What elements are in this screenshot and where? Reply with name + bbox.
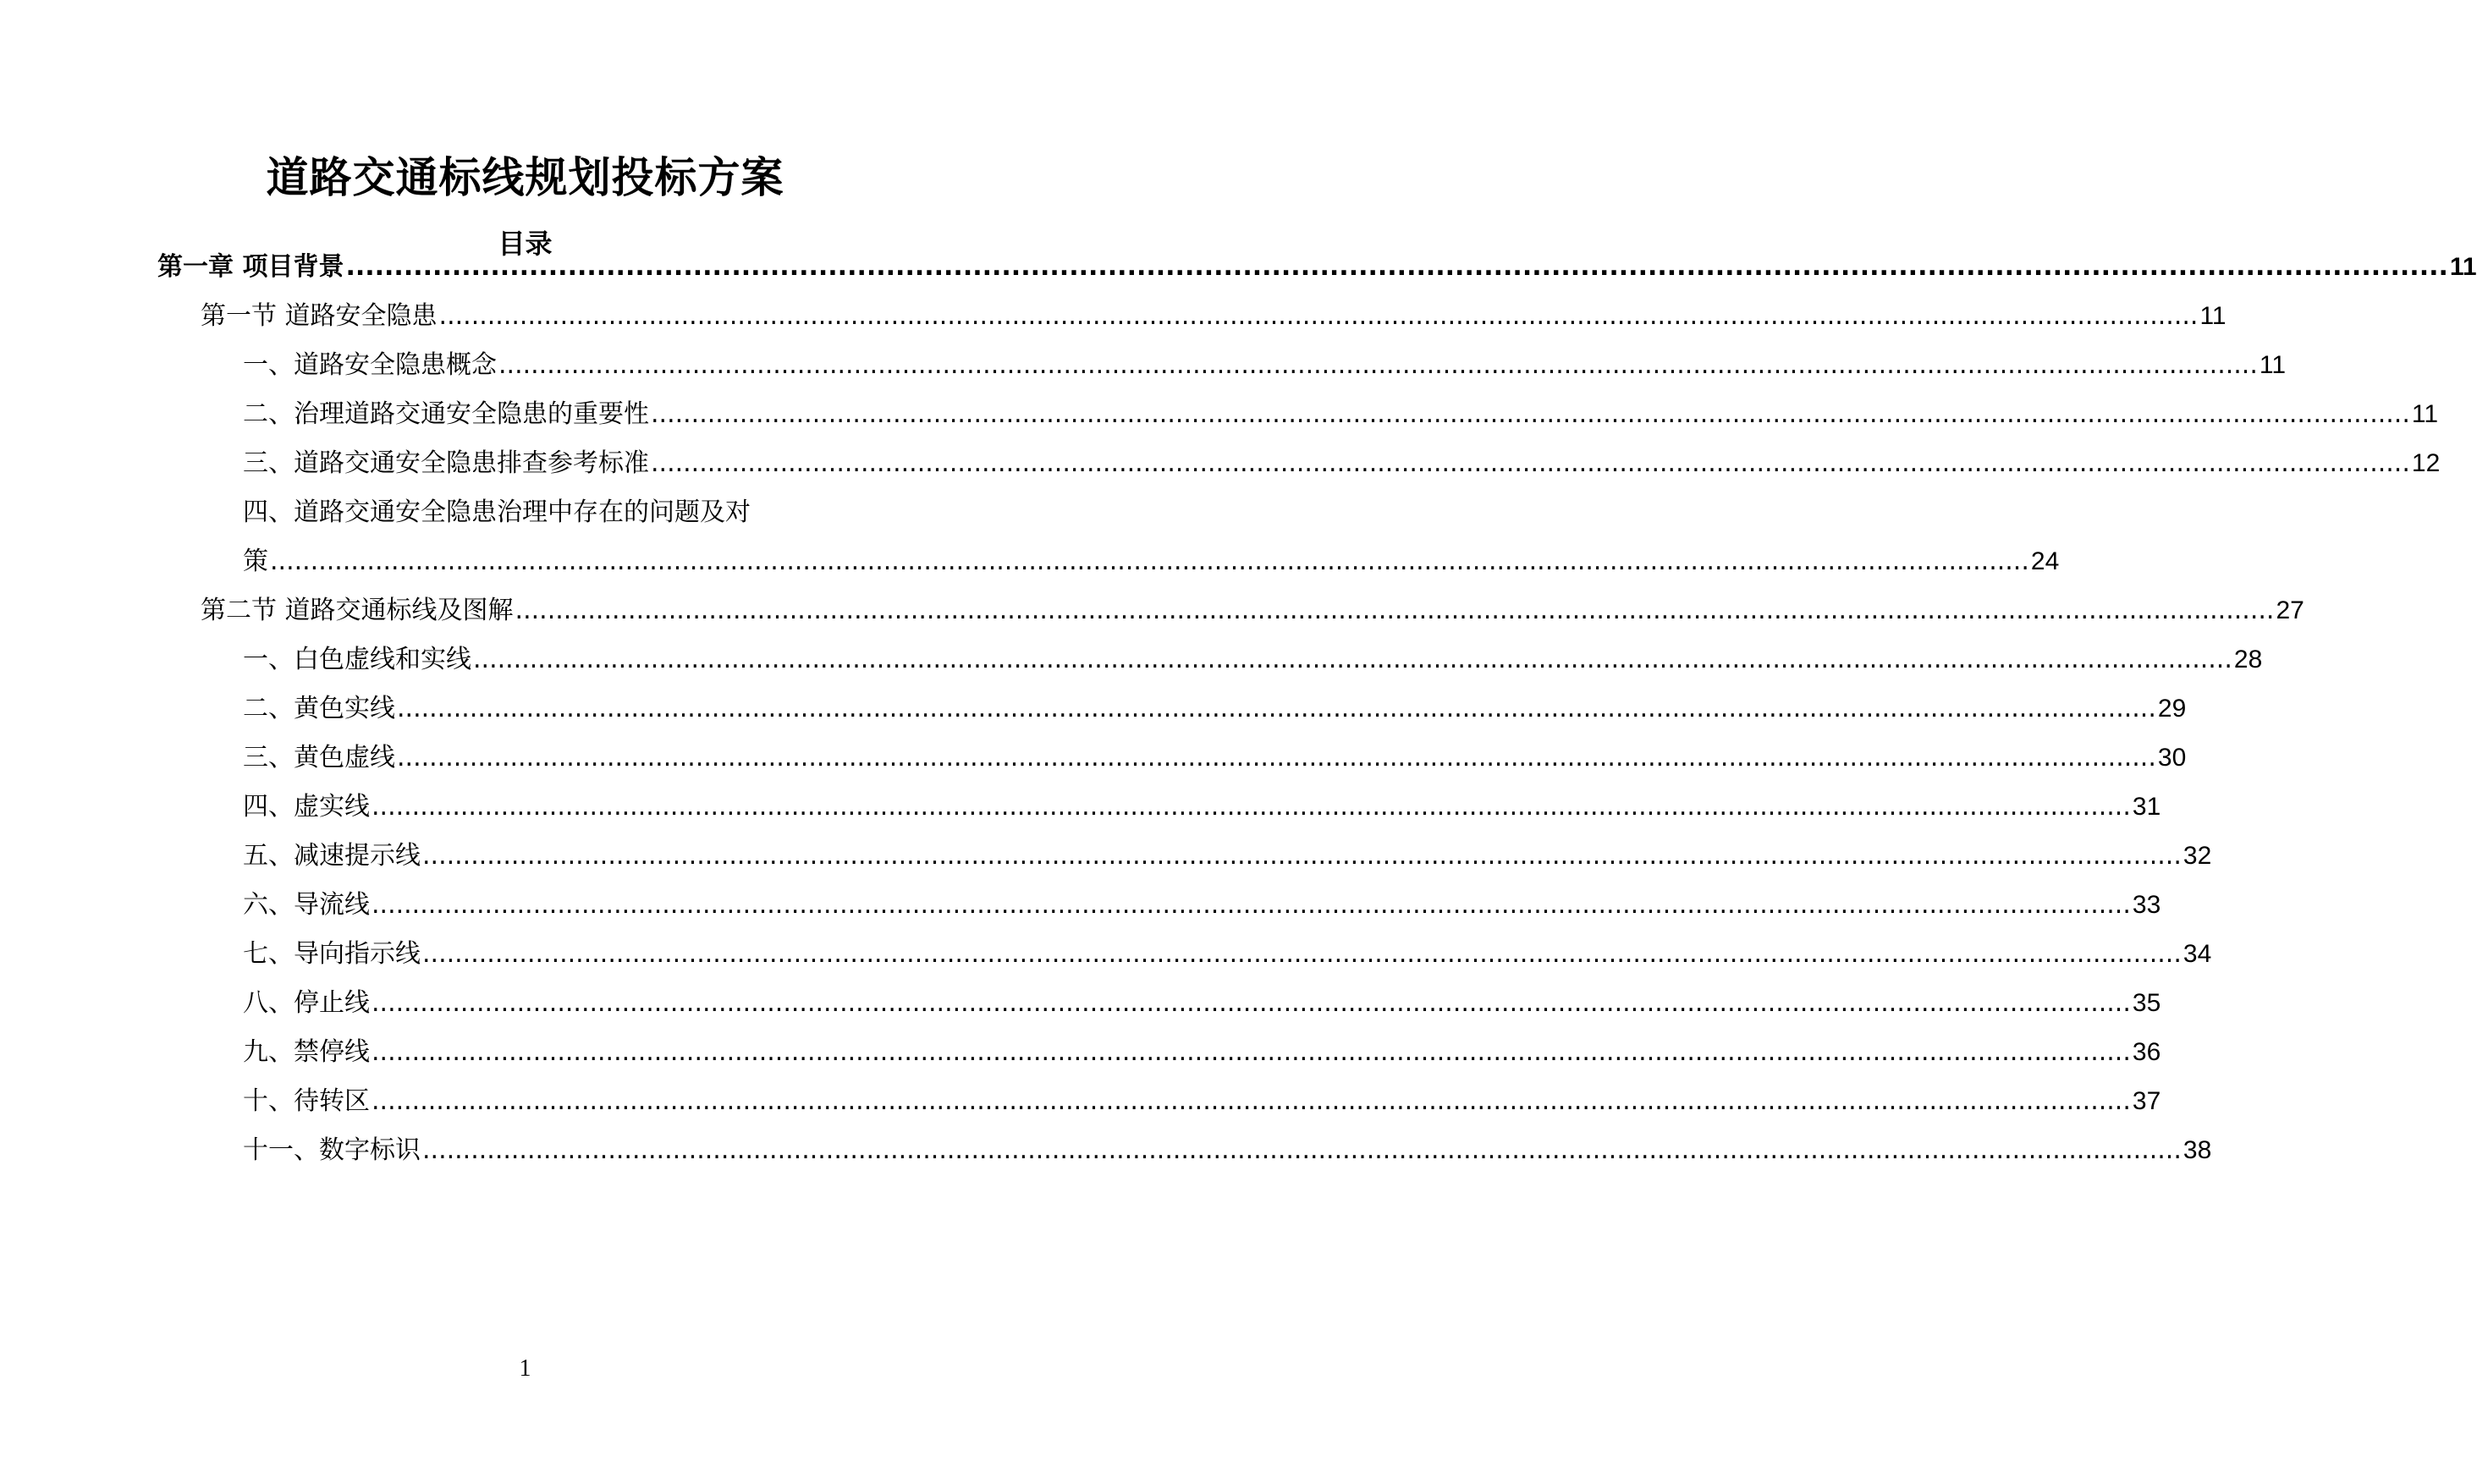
document-title: 道路交通标线规划投标方案	[266, 153, 784, 202]
toc-entry-label: 一、道路安全隐患概念	[243, 350, 497, 380]
toc-entry-item[interactable]	[243, 692, 2187, 726]
toc-entry-page: 28	[2233, 646, 2263, 673]
toc-entry-page: 33	[2132, 891, 2161, 919]
toc-leader-dots: ..........................................................................................................................................................................................................................	[372, 792, 2131, 822]
toc-entry-page: 11	[2411, 400, 2439, 428]
toc-entry-item[interactable]	[243, 349, 2287, 382]
toc-entry-item[interactable]	[243, 1085, 2161, 1118]
toc-leader-dots: ..........................................................................................................................................................................................................................	[372, 890, 2131, 920]
toc-entry-item[interactable]	[243, 1134, 2212, 1168]
toc-leader-dots: ..........................................................................................................................................................................................................................	[372, 1086, 2131, 1116]
toc-entry-wrapped-line[interactable]: 四、道路交通安全隐患治理中存在的问题及对	[243, 497, 751, 527]
toc-entry-page: 36	[2132, 1038, 2161, 1066]
toc-leader-dots: ..........................................................................................................................................................................................................................	[498, 350, 2258, 380]
toc-entry-page: 34	[2183, 940, 2212, 968]
toc-entry-item[interactable]	[243, 447, 2441, 481]
toc-entry-page: 11	[2449, 253, 2477, 281]
toc-entry-label: 十一、数字标识	[243, 1135, 421, 1165]
toc-entry-label: 三、道路交通安全隐患排查参考标准	[243, 448, 649, 478]
toc-entry-label: 一、白色虚线和实线	[243, 645, 471, 674]
toc-entry-item[interactable]	[243, 937, 2212, 971]
toc-entry-label: 第一章 项目背景	[157, 252, 344, 282]
toc-entry-chapter-1[interactable]	[157, 250, 2477, 284]
page-number: 1	[519, 1355, 531, 1382]
toc-entry-item[interactable]	[243, 545, 2060, 579]
toc-entry-section-1[interactable]	[201, 300, 2227, 333]
toc-entry-item[interactable]	[243, 987, 2161, 1020]
toc-entry-page: 11	[2199, 302, 2227, 330]
toc-entry-label: 六、导流线	[243, 890, 370, 920]
toc-entry-page: 29	[2157, 695, 2187, 723]
toc-leader-dots: ..........................................................................................................................................................................................................................	[422, 939, 2182, 969]
toc-entry-label: 十、待转区	[243, 1086, 370, 1116]
toc-leader-dots: ..........................................................................................................................................................................................................................	[372, 988, 2131, 1018]
toc-entry-label: 七、导向指示线	[243, 939, 421, 969]
toc-entry-page: 12	[2411, 449, 2441, 477]
toc-leader-dots: ..........................................................................................................................................................................................................................	[473, 645, 2232, 674]
toc-entry-label: 五、减速提示线	[243, 841, 421, 871]
toc-entry-page: 37	[2132, 1087, 2161, 1115]
toc-leader-dots: ..........................................................................................................................................................................................................................	[651, 448, 2410, 478]
toc-leader-dots: ..........................................................................................................................................................................................................................	[422, 841, 2182, 871]
toc-leader-dots: ..........................................................................................................................................................................................................................	[515, 596, 2275, 625]
toc-entry-item[interactable]	[243, 398, 2439, 431]
toc-entry-page: 32	[2183, 842, 2212, 870]
toc-entry-item[interactable]	[243, 1036, 2161, 1069]
toc-entry-item[interactable]	[243, 741, 2187, 775]
toc-entry-label: 二、治理道路交通安全隐患的重要性	[243, 399, 649, 429]
toc-entry-item[interactable]	[243, 643, 2263, 677]
toc-entry-label: 二、黄色实线	[243, 694, 395, 723]
toc-leader-dots: ..........................................................................................................................................................................................................................	[397, 694, 2156, 723]
toc-heading: 目录	[498, 228, 553, 260]
toc-entry-page: 11	[2259, 351, 2287, 379]
toc-entry-item[interactable]	[243, 888, 2161, 922]
toc-entry-label: 九、禁停线	[243, 1037, 370, 1067]
toc-entry-item[interactable]	[243, 790, 2161, 824]
toc-entry-page: 31	[2132, 793, 2161, 821]
toc-entry-label: 四、虚实线	[243, 792, 370, 822]
toc-entry-page: 35	[2132, 989, 2161, 1017]
toc-leader-dots: ..........................................................................................................................................................................................................................	[422, 1135, 2182, 1165]
toc-entry-item[interactable]	[243, 839, 2212, 873]
toc-entry-section-2[interactable]	[201, 594, 2304, 628]
toc-entry-label: 第一节 道路安全隐患	[201, 301, 438, 331]
toc-entry-page: 38	[2183, 1136, 2212, 1164]
toc-entry-label: 第二节 道路交通标线及图解	[201, 596, 514, 625]
toc-leader-dots: ..........................................................................................................................................................................................................................	[397, 743, 2156, 772]
toc-leader-dots: ..........................................................................................................................................................................................................................	[372, 1037, 2131, 1067]
toc-entry-label: 三、黄色虚线	[243, 743, 395, 772]
toc-entry-page: 30	[2157, 744, 2187, 772]
toc-entry-label: 八、停止线	[243, 988, 370, 1018]
toc-entry-label: 策	[243, 547, 268, 576]
toc-leader-dots: ..........................................................................................................................................................................................................................	[438, 301, 2199, 331]
toc-leader-dots: ..........................................................................................................................................................................................................................	[345, 252, 2448, 282]
toc-leader-dots: ..........................................................................................................................................................................................................................	[270, 547, 2029, 576]
toc-entry-page: 27	[2276, 596, 2304, 624]
toc-leader-dots: ..........................................................................................................................................................................................................................	[651, 399, 2410, 429]
toc-entry-page: 24	[2030, 547, 2060, 575]
